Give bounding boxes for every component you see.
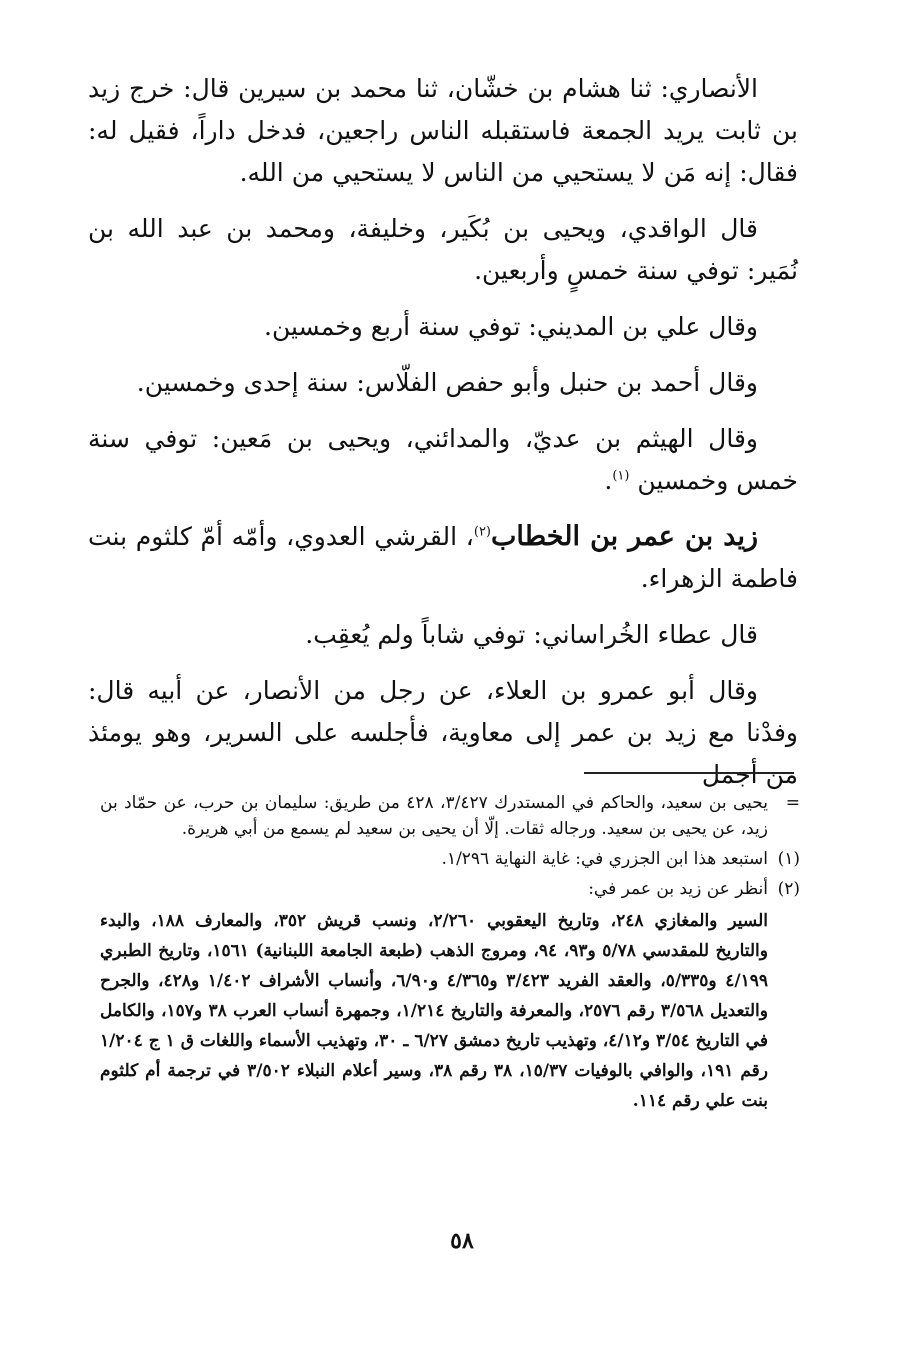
paragraph-end-mark: . bbox=[604, 466, 613, 495]
footnote-continuation bbox=[100, 790, 800, 842]
footnote-number: (٢) bbox=[777, 879, 800, 899]
footnote-reference-2: (٢) bbox=[473, 524, 491, 540]
footnote-1 bbox=[100, 846, 800, 872]
paragraph-text: ، القرشي العدوي، وأمّه أمّ كلثوم بنت فاطمة الزهراء. bbox=[88, 522, 798, 593]
paragraph-waqidi-death-year: قال الواقدي، ويحيى بن بُكَير، وخليفة، ومحمد بن عبد الله بن نُمَير: توفي سنة خمسٍ وأربعين. bbox=[88, 214, 798, 285]
footnote-2-references: السير والمغازي ٢٤٨، وتاريخ اليعقوبي ٢/٢٦٠، ونسب قريش ٣٥٢، والمعارف ١٨٨، والبدء والتاريخ للمقدسي ٥/٧٨ و٩٣، ٩٤، ومروج الذهب (طبعة الجامعة اللبنانية) ١٥٦١، وتاريخ الطبري ٤/١٩٩ و٥/٣٣٥، والعقد الفريد ٣/٤٢٣ و٤/٣٦٥ و٦/٩٠، وأنساب الأشراف ١/٤٠٢ و٤٢٨، والجرح والتعديل ٣/٥٦٨ رقم ٢٥٧٦، والمعرفة والتاريخ ١/٢١٤، وجمهرة أنساب العرب ٣٨ و١٥٧، والكامل في التاريخ ٣/٥٤ و٤/١٢، وتهذيب تاريخ دمشق ٦/٢٧ ـ ٣٠، وتهذيب الأسماء واللغات ق ١ ج ١/٢٠٤ رقم ١٩١، والوافي بالوفيات ١٥/٣٧، ٣٨ رقم ٣٨، وسير أعلام النبلاء ٣/٥٠٢ في ترجمة أم كلثوم بنت علي رقم ١١٤. bbox=[100, 911, 769, 1111]
biography-heading: زيد بن عمر بن الخطاب bbox=[491, 521, 758, 552]
footnotes-section bbox=[100, 790, 800, 1116]
paragraph-ansari-narration: الأنصاري: ثنا هشام بن خشّان، ثنا محمد بن سيرين قال: خرج زيد بن ثابت يريد الجمعة فاستقبله الناس راجعين، فدخل داراً، فقيل له: فقال: إنه مَن لا يستحيي من الناس لا يستحيي من الله. bbox=[88, 74, 798, 187]
footnote-separator-rule bbox=[584, 772, 794, 774]
continuation-marker: = bbox=[785, 793, 800, 813]
paragraph-ibn-madini: وقال علي بن المديني: توفي سنة أربع وخمسين. bbox=[264, 312, 758, 341]
paragraph-ahmad-ibn-hanbal: وقال أحمد بن حنبل وأبو حفص الفلّاس: سنة إحدى وخمسين. bbox=[136, 368, 758, 397]
paragraph-zayd-bin-umar-entry bbox=[88, 516, 798, 600]
footnote-2 bbox=[100, 876, 800, 902]
page-number: ٥٨ bbox=[450, 1228, 474, 1254]
footnote-text: أنظر عن زيد بن عمر في: bbox=[588, 879, 768, 899]
footnote-number: (١) bbox=[777, 849, 800, 869]
paragraph-abu-amr-ibn-ala: وقال أبو عمرو بن العلاء، عن رجل من الأنصار، عن أبيه قال: وفدْنا مع زيد بن عمر إلى معاوية، فأجلسه على السرير، وهو يومئذ من أجمل bbox=[88, 676, 798, 789]
paragraph-ata-khurasani: قال عطاء الخُراساني: توفي شاباً ولم يُعقِب. bbox=[305, 620, 758, 649]
main-text-body bbox=[88, 68, 798, 810]
paragraph-haytham-ibn-adi bbox=[88, 418, 798, 502]
footnote-reference-1: (١) bbox=[612, 468, 630, 484]
footnote-text: يحيى بن سعيد، والحاكم في المستدرك ٣/٤٢٧، ٤٢٨ من طريق: سليمان بن حرب، عن حمّاد بن زيد، عن يحيى بن سعيد. ورجاله ثقات. إلّا أن يحيى بن سعيد لم يسمع من أبي هريرة. bbox=[100, 793, 768, 839]
footnote-text: استبعد هذا ابن الجزري في: غاية النهاية ١/٢٩٦. bbox=[441, 849, 768, 869]
paragraph-text: وقال الهيثم بن عديّ، والمدائني، ويحيى بن مَعين: توفي سنة خمس وخمسين bbox=[88, 424, 798, 495]
